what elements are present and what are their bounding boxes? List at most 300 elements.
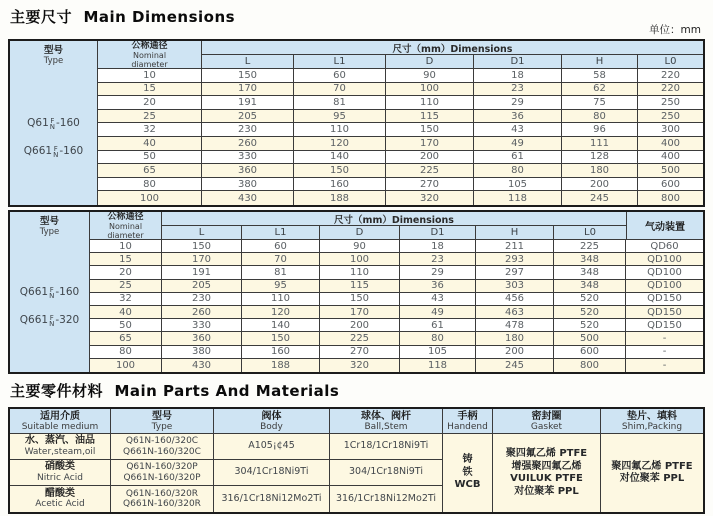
table-cell: 18 [400,240,476,252]
table-cell: 220 [660,69,681,81]
table-cell: 29 [400,266,476,278]
table-cell: 32 [98,123,202,136]
table-row [90,293,703,306]
table-row [90,240,703,253]
materials-line: Q61N-160/320P [126,462,198,472]
table-cell: 60 [242,240,320,252]
type-header [44,41,64,69]
col-header-D: D [320,226,400,239]
table-cell: 110 [320,266,400,278]
table-cell: 300 [660,124,681,136]
materials-line: Water,steam,oil [24,446,96,457]
table-cell: 81 [294,96,386,109]
table-cell: 230 [162,293,242,305]
type-label [27,117,80,129]
merged-cell-line: 聚四氟乙烯 PTFE [505,448,588,459]
type-label [20,286,79,298]
table-cell: 110 [294,123,386,136]
dimensions-span-header: 尺寸（mm）Dimensions [162,212,626,226]
table-cell: 205 [202,110,294,123]
fn-stack [50,118,55,130]
table-cell: 400 [660,151,681,163]
table-row [98,123,703,137]
table-cell: 211 [476,240,554,252]
table-cell: 360 [202,164,294,177]
table-cell: QD150 [647,293,682,305]
table-cell: 260 [162,306,242,318]
table-row [90,306,703,319]
materials-line: 316/1Cr18Ni12Mo2Ti [335,492,437,504]
table-cell: 60 [294,69,386,82]
table-cell: 225 [554,240,626,252]
header-zh: 适用介质 [40,410,80,422]
table-cell: 80 [90,346,162,358]
table-cell: 49 [474,137,562,150]
materials-line: Q61N-160/320C [125,436,199,446]
table-cell: 58 [562,69,638,82]
fn-bottom: N [49,320,55,328]
table-cell: - [662,332,667,344]
col-header-H: H [476,226,554,239]
table-cell: 520 [554,306,626,318]
materials-column-ball-stem [330,409,443,512]
table-cell: 191 [162,266,242,278]
type-prefix: Q661 [23,145,53,157]
materials-cell-medium [10,486,110,512]
header-en: Ball,Stem [364,421,408,432]
table-cell: 70 [294,83,386,96]
col-header-L1: L1 [242,226,320,239]
table-cell: 188 [294,191,386,205]
table-cell: 81 [242,266,320,278]
section-title-main-parts: 主要零件材料 Main Parts And Materials [10,382,340,400]
table-cell: 250 [660,96,681,108]
materials-cell-ball [330,460,442,486]
materials-header [330,409,442,434]
col-header-L: L [162,226,242,239]
table-cell: QD150 [647,319,682,331]
table-row [98,69,703,83]
materials-line: Q661N-160/320C [123,446,201,457]
table-row [98,110,703,124]
table-cell: 80 [562,110,638,123]
materials-line: 304/1Cr18Ni9Ti [349,466,423,478]
col-header-L1: L1 [294,55,386,68]
table-cell: 200 [476,346,554,358]
table-cell: 150 [320,293,400,305]
table-row [98,191,703,205]
table-cell: 205 [162,280,242,292]
type-header-en: Type [43,55,64,66]
materials-cell-ball [330,434,442,460]
table-row [90,253,703,266]
materials-cell-type [111,460,213,486]
merged-cell-line: 聚四氟乙烯 PTFE [611,460,693,472]
materials-line: 硝酸类 [45,461,75,472]
table-cell: 80 [98,178,202,191]
table-row [90,346,703,359]
table-cell: 128 [562,151,638,164]
materials-cell-medium [10,434,110,460]
table-body [90,240,703,372]
table-cell: 270 [320,346,400,358]
table-cell: 600 [554,346,626,358]
col-header-D1: D1 [400,226,476,239]
table-cell: 105 [400,346,476,358]
table-cell: 50 [98,151,202,164]
col-header-L0: L0 [664,56,677,67]
merged-cell-line: 对位聚苯 PPL [514,485,579,497]
table-cell: 43 [474,123,562,136]
materials-column-handend [443,409,493,512]
table-cell: 150 [202,69,294,82]
table-cell: 110 [386,96,474,109]
type-label [20,314,79,326]
type-suffix: -160 [56,117,80,129]
table-cell: 23 [474,83,562,96]
unit-label: 单位：mm [649,24,701,36]
table-cell: 100 [98,191,202,205]
table-row [90,359,703,372]
table-cell: QD60 [650,240,679,252]
table-cell: 61 [400,319,476,331]
table-cell: 43 [400,293,476,305]
materials-cell-ball [330,486,442,512]
table-cell: 191 [202,96,294,109]
table-cell: 23 [400,253,476,265]
table-cell: 90 [320,240,400,252]
table-cell: 170 [202,83,294,96]
table-cell: 65 [98,164,202,177]
table-cell: 118 [400,359,476,372]
fn-stack [49,315,54,327]
table-cell: 225 [320,332,400,344]
materials-cell-body [214,460,329,486]
table-row [90,319,703,332]
table-cell: 100 [386,83,474,96]
materials-line: 316/1Cr18Ni12Mo2Ti [221,492,322,504]
table-cell: 463 [476,306,554,318]
table-cell: 18 [474,69,562,82]
handend-merged-cell [443,434,492,512]
table-cell: 25 [98,110,202,123]
table-cell: 160 [294,178,386,191]
table-cell: 20 [90,266,162,278]
fn-top: F [49,286,54,294]
table-cell: 140 [242,319,320,331]
materials-column-type [111,409,214,512]
table-cell: 95 [242,280,320,292]
merged-cell-line: 增强聚四氟乙烯 [511,460,582,472]
fn-top: F [53,145,58,153]
materials-line: Q661N-160/320P [123,472,201,483]
table-cell: 90 [386,69,474,82]
table-cell: 120 [242,306,320,318]
table-cell: 40 [90,306,162,318]
table-cell: 330 [202,151,294,164]
table-cell: 430 [202,191,294,205]
table-cell: 270 [386,178,474,191]
table-cell: 29 [474,96,562,109]
fn-top: F [49,314,54,322]
type-suffix: -160 [59,145,84,157]
type-header-en: Type [39,226,60,237]
table-cell: 250 [660,110,681,122]
table-cell: 600 [660,178,681,190]
table-cell: 115 [320,280,400,292]
table-cell: 200 [320,319,400,331]
table-cell: 80 [400,332,476,344]
header-en: Handend [447,421,488,432]
table-cell: 188 [242,359,320,372]
materials-header [493,409,600,434]
fn-bottom: N [49,292,55,300]
table-cell: 100 [90,359,162,372]
col-header-L: L [202,55,294,68]
table-cell: 20 [98,96,202,109]
table-cell: QD150 [647,306,682,318]
table-row [98,137,703,151]
type-header-zh: 型号 [43,44,63,56]
col-header-D1: D1 [474,55,562,68]
table-cell: 320 [386,191,474,205]
table-cell: 32 [90,293,162,305]
table-cell: 150 [162,240,242,252]
header-en: Shim,Packing [621,421,683,432]
table-cell: - [662,359,667,371]
table-cell: 230 [202,123,294,136]
materials-line: Acetic Acid [35,499,85,509]
dimensions-span-header: 尺寸（mm）Dimensions [202,41,703,55]
header-zh: 球体、阀杆 [361,410,411,422]
type-prefix: Q61 [27,117,49,129]
type-column [10,212,90,372]
table-cell: 150 [242,332,320,344]
type-column [10,41,98,205]
type-suffix: -320 [55,314,80,326]
table-cell: 260 [202,137,294,150]
table-cell: 400 [660,137,681,149]
header-en: Suitable medium [21,421,99,432]
type-suffix: -160 [55,286,80,298]
merged-cell-line: 铁 [462,466,473,478]
fn-stack [49,287,54,299]
table-cell: 200 [386,151,474,164]
merged-cell-line: 对位聚苯 PPL [619,473,685,484]
type-label [24,145,83,157]
nominal-en1: Nominal [108,221,143,231]
table-cell: 110 [242,293,320,305]
nominal-diameter-header [90,212,162,239]
header-zh: 手柄 [457,410,478,422]
materials-line: Q661N-160/320R [123,499,201,509]
header-en: Body [260,421,283,432]
header-en: Type [151,421,173,432]
nominal-diameter-header [98,41,202,68]
shim-merged-cell [601,434,703,512]
table-cell: - [662,346,667,358]
table-cell: 348 [554,280,626,292]
nominal-en2: diameter [131,59,168,69]
materials-line: 304/1Cr18Ni9Ti [234,466,309,478]
table-row [98,164,703,178]
table-cell: 65 [90,332,162,344]
table-cell: 61 [474,151,562,164]
materials-line: A105¡¢45 [248,440,295,452]
nominal-zh: 公称通径 [107,211,144,222]
table-cell: 160 [242,346,320,358]
table-cell: 500 [554,332,626,344]
table-header [98,41,703,69]
table-cell: 380 [202,178,294,191]
table-cell: 303 [476,280,554,292]
dimensions-table-pneumatic [8,210,705,374]
table-cell: QD100 [647,266,682,278]
merged-cell-line: VUILUK PTFE [510,473,583,484]
fn-bottom: N [53,151,59,159]
materials-cell-body [214,434,329,460]
merged-cell-line: WCB [454,479,481,491]
gasket-merged-cell [493,434,600,512]
table-cell: 111 [562,137,638,150]
materials-cell-type [111,434,213,460]
table-cell: 520 [554,293,626,305]
table-cell: 180 [562,164,638,177]
header-zh: 垫片、填料 [627,410,677,422]
table-cell: 380 [162,346,242,358]
fn-stack [53,146,58,158]
table-cell: 36 [474,110,562,123]
table-row [98,178,703,192]
type-prefix: Q661 [19,286,49,298]
materials-column-gasket [493,409,601,512]
table-cell: 150 [386,123,474,136]
type-header [40,212,60,240]
table-cell: 293 [476,253,554,265]
materials-column-shim-packing [601,409,703,512]
fn-top: F [50,117,55,125]
table-cell: 170 [162,253,242,265]
table-cell: 70 [242,253,320,265]
table-cell: 478 [476,319,554,331]
table-cell: 348 [554,253,626,265]
col-header-H: H [562,55,638,68]
table-cell: 36 [400,280,476,292]
table-cell: 348 [554,266,626,278]
table-cell: 180 [476,332,554,344]
materials-header [111,409,213,434]
type-prefix: Q661 [19,314,49,326]
materials-cell-body [214,486,329,512]
table-cell: 80 [474,164,562,177]
header-zh: 型号 [152,410,172,422]
materials-cell-medium [10,460,110,486]
materials-line: Nitric Acid [37,472,83,483]
nominal-zh: 公称通径 [131,40,168,51]
table-cell: 25 [90,280,162,292]
nominal-en2: diameter [107,230,144,240]
table-cell: 150 [294,164,386,177]
materials-header [10,409,110,434]
table-body [98,69,703,205]
materials-line: 醋酸类 [45,487,75,499]
table-cell: 115 [386,110,474,123]
table-row [90,280,703,293]
type-header-zh: 型号 [39,215,59,227]
table-cell: 360 [162,332,242,344]
pneumatic-device-header: 气动装置 [626,212,703,239]
table-header [90,212,703,240]
materials-line: 1Cr18/1Cr18Ni9Ti [343,440,429,452]
table-cell: 118 [474,191,562,205]
table-cell: 330 [162,319,242,331]
table-cell: 800 [554,359,626,372]
table-cell: 49 [400,306,476,318]
table-cell: QD100 [647,280,682,292]
materials-header [214,409,329,434]
table-row [98,83,703,97]
header-zh: 阀体 [261,410,282,422]
header-en: Gasket [530,421,563,432]
table-row [90,266,703,279]
col-header-D: D [386,55,474,68]
table-cell: 10 [90,240,162,252]
section-title-main-dimensions: 主要尺寸 Main Dimensions [10,8,236,26]
table-cell: 62 [562,83,638,96]
table-cell: 245 [562,191,638,205]
table-cell: 456 [476,293,554,305]
fn-bottom: N [49,123,56,131]
table-cell: 140 [294,151,386,164]
table-cell: 105 [474,178,562,191]
table-cell: 50 [90,319,162,331]
table-row [90,332,703,345]
table-cell: 96 [562,123,638,136]
table-cell: 430 [162,359,242,372]
table-cell: 170 [320,306,400,318]
table-cell: 15 [90,253,162,265]
dimensions-table-manual [8,39,705,207]
table-cell: 200 [562,178,638,191]
table-cell: 100 [320,253,400,265]
table-cell: QD100 [647,253,682,265]
materials-header [443,409,492,434]
table-cell: 120 [294,137,386,150]
col-header-L0: L0 [584,227,596,238]
nominal-en1: Nominal [132,50,167,60]
table-cell: 245 [476,359,554,372]
table-cell: 220 [660,83,681,95]
table-row [98,96,703,110]
materials-column-body [214,409,330,512]
table-cell: 95 [294,110,386,123]
materials-table [8,407,705,514]
table-cell: 40 [98,137,202,150]
table-cell: 170 [386,137,474,150]
header-zh: 密封圈 [531,410,562,422]
table-cell: 225 [386,164,474,177]
materials-line: Q61N-160/320R [125,488,199,499]
table-cell: 800 [660,192,681,204]
table-cell: 15 [98,83,202,96]
table-cell: 520 [554,319,626,331]
materials-cell-type [111,486,213,512]
table-row [98,151,703,165]
materials-header [601,409,703,434]
table-cell: 320 [320,359,400,372]
materials-line: 水、蒸汽、油品 [25,435,95,446]
table-cell: 75 [562,96,638,109]
